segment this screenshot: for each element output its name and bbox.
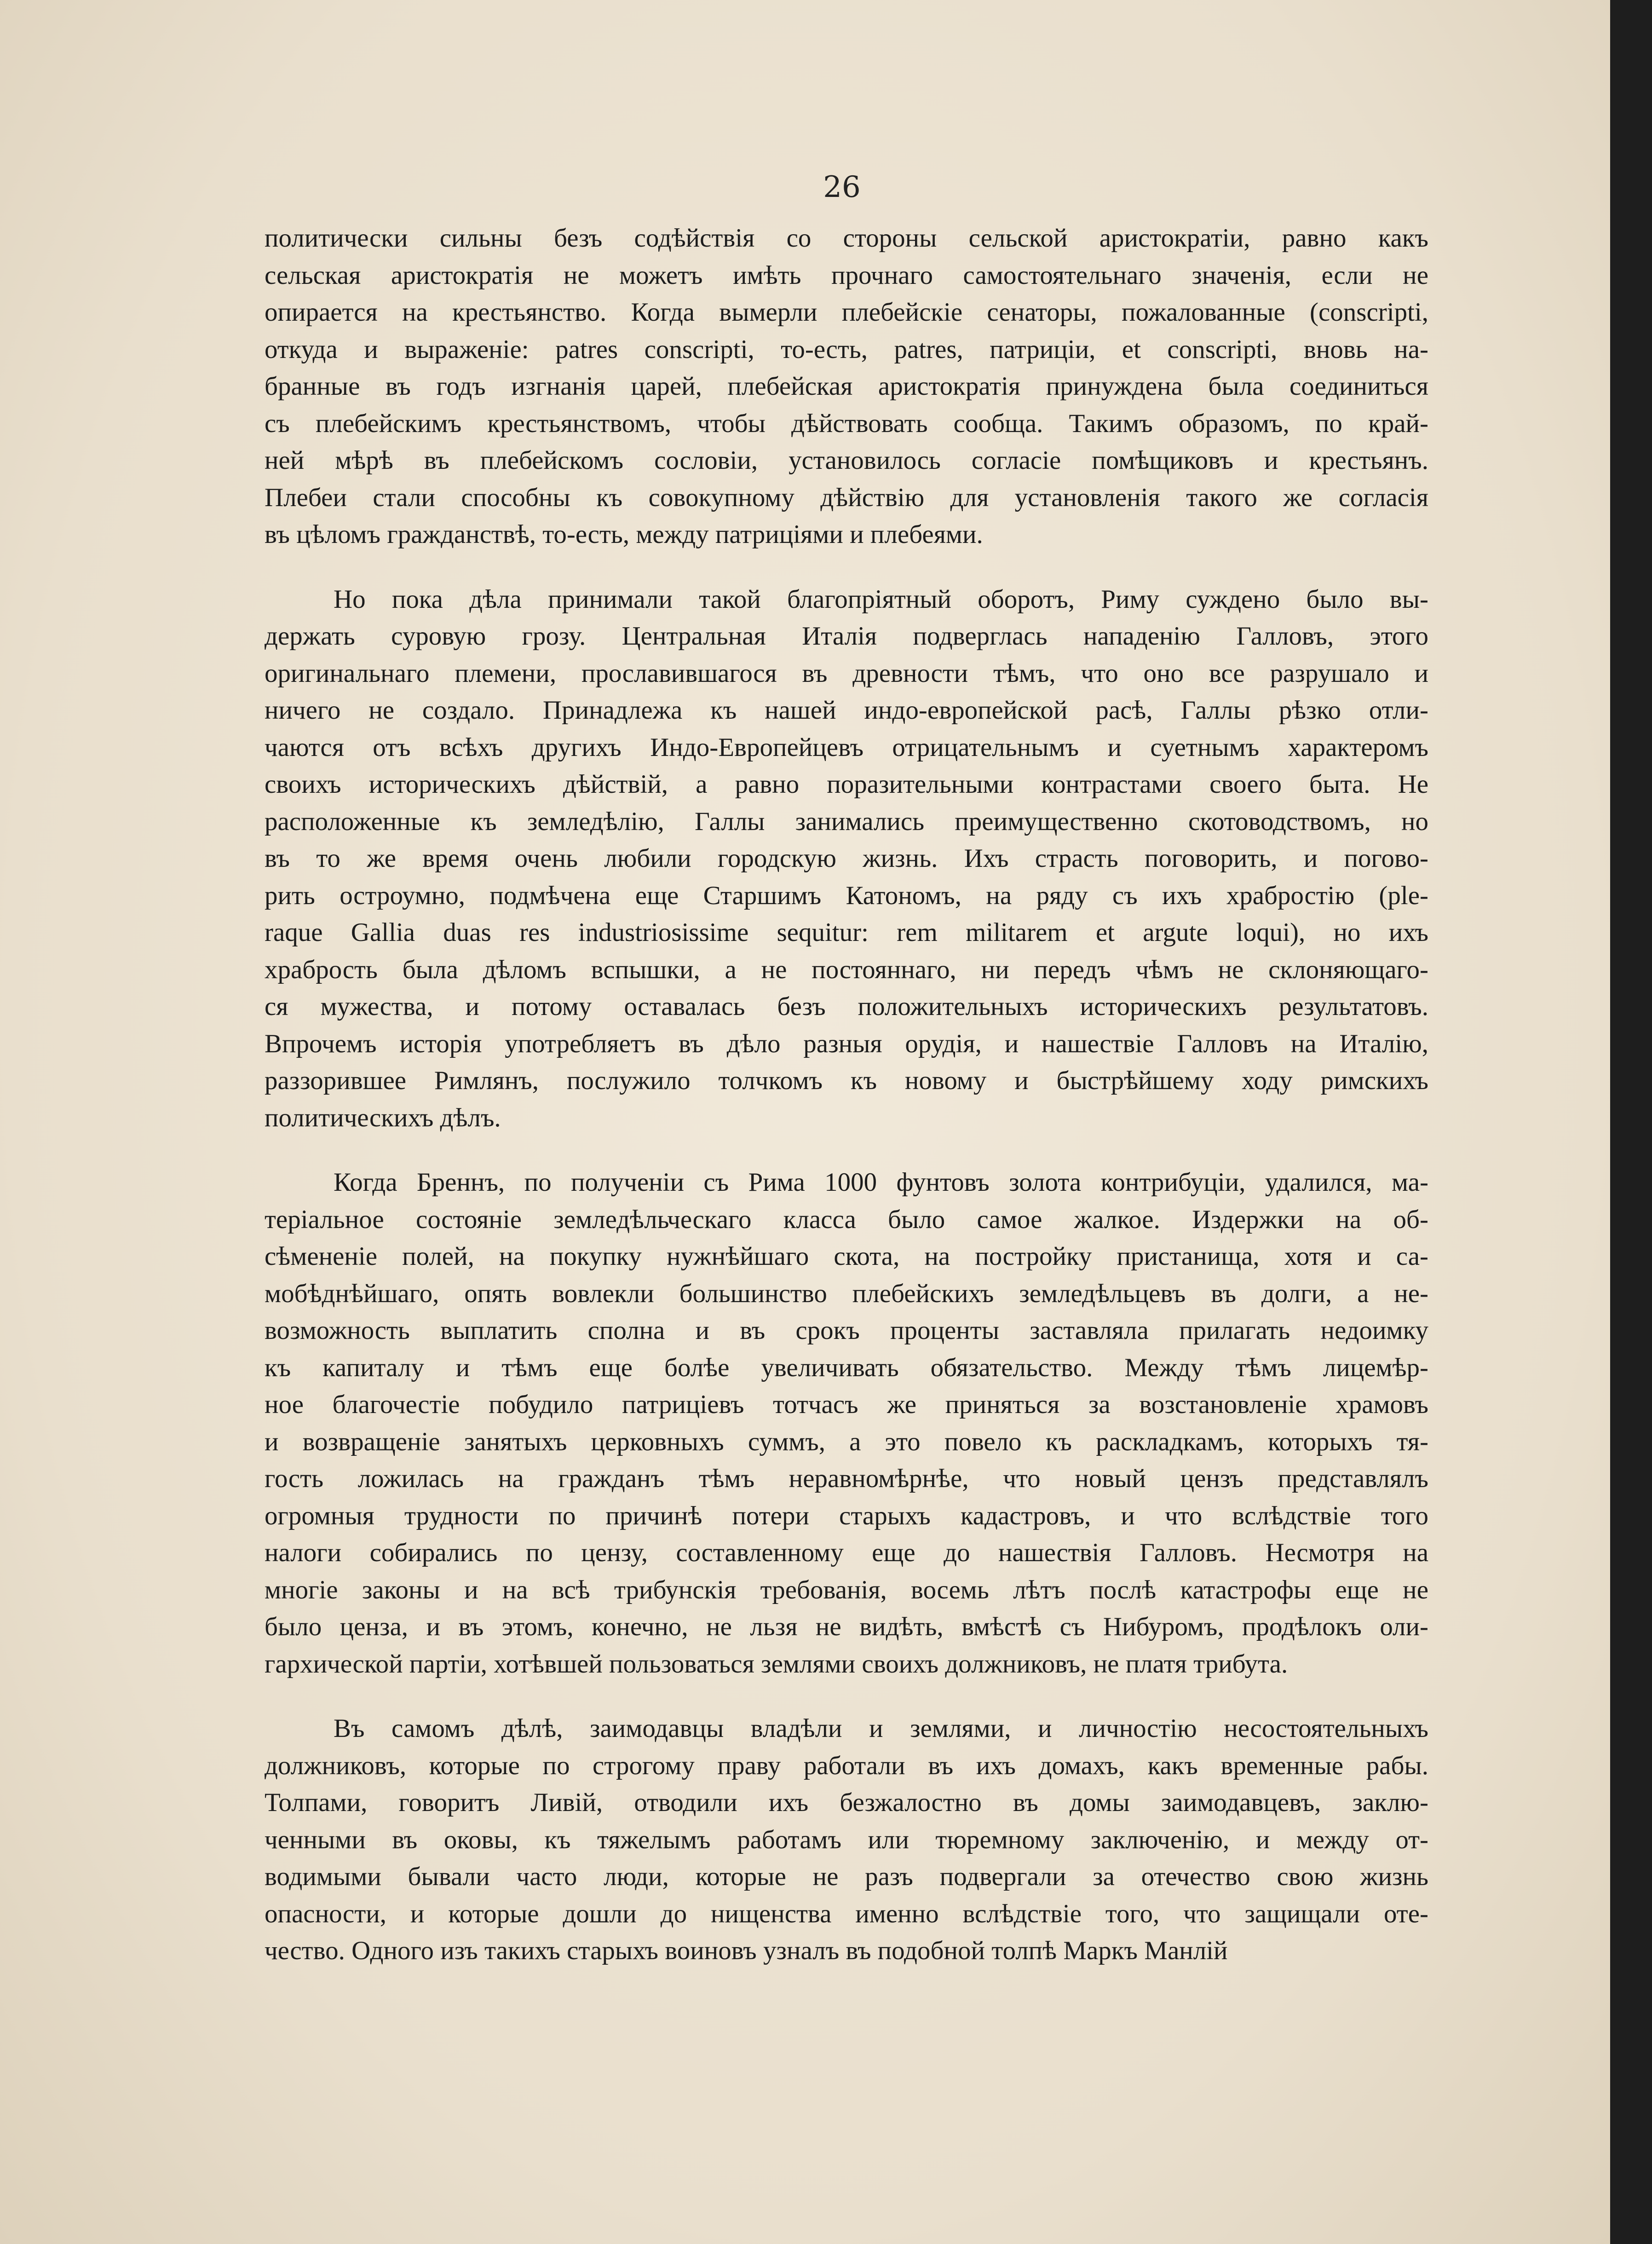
- text-line: оригинальнаго племени, прославившагося въ древности тѣмъ, что оно все разрушало и: [265, 658, 1428, 688]
- text-line: чаются отъ всѣхъ другихъ Индо-Европейцевъ отрицательнымъ и суетнымъ характеромъ: [265, 733, 1428, 762]
- text-line: водимыми бывали часто люди, которые не разъ подвергали за отечество свою жизнь: [265, 1862, 1428, 1891]
- text-line: опасности, и которые дошли до нищенства именно вслѣдствіе того, что защищали оте-: [265, 1899, 1428, 1928]
- text-line: ней мѣрѣ въ плебейскомъ сословіи, установилось согласіе помѣщиковъ и крестьянъ.: [265, 446, 1428, 475]
- text-line: Но пока дѣла принимали такой благопріятный оборотъ, Риму суждено было вы-: [334, 584, 1428, 614]
- text-line: мобѣднѣйшаго, опять вовлекли большинство плебейскихъ земледѣльцевъ въ долги, а не-: [265, 1279, 1428, 1308]
- text-line: политически сильны безъ содѣйствія со стороны сельской аристократіи, равно какъ: [265, 224, 1428, 253]
- page-number: 26: [823, 170, 861, 204]
- text-line: должниковъ, которые по строгому праву работали въ ихъ домахъ, какъ временные рабы.: [265, 1751, 1428, 1780]
- text-line: откуда и выраженіе: patres conscripti, то-есть, patres, патриціи, et conscripti, вновь на-: [265, 335, 1428, 364]
- text-line: raque Gallia duas res industriosissime sequitur: rem militarem et argute loqui), но ихъ: [265, 918, 1428, 947]
- text-line: Впрочемъ исторія употребляетъ въ дѣло разныя орудія, и нашествіе Галловъ на Италію,: [265, 1029, 1428, 1058]
- text-line: бранные въ годъ изгнанія царей, плебейская аристократія принуждена была соединиться: [265, 372, 1428, 401]
- text-line: съ плебейскимъ крестьянствомъ, чтобы дѣйствовать сообща. Такимъ образомъ, по край-: [265, 409, 1428, 438]
- paragraph: [265, 1710, 1428, 1970]
- text-line: къ капиталу и тѣмъ еще болѣе увеличивать обязательство. Между тѣмъ лицемѣр-: [265, 1353, 1428, 1382]
- text-line: храбрость была дѣломъ вспышки, а не постояннаго, ни передъ чѣмъ не склоняющаго-: [265, 955, 1428, 984]
- text-line: было ценза, и въ этомъ, конечно, не льзя не видѣть, вмѣстѣ съ Нибуромъ, продѣлокъ оли-: [265, 1612, 1428, 1641]
- text-line: Толпами, говоритъ Ливій, отводили ихъ безжалостно въ домы заимодавцевъ, заклю-: [265, 1788, 1428, 1817]
- scan-background: [1610, 0, 1652, 2244]
- text-line: теріальное состояніе земледѣльческаго класса было самое жалкое. Издержки на об-: [265, 1205, 1428, 1234]
- paragraph: [265, 1164, 1428, 1683]
- text-line: раззорившее Римлянъ, послужило толчкомъ къ новому и быстрѣйшему ходу римскихъ: [265, 1066, 1428, 1095]
- paragraph: [265, 220, 1428, 554]
- text-line: налоги собирались по цензу, составленному еще до нашествія Галловъ. Несмотря на: [265, 1538, 1428, 1567]
- text-line: расположенные къ земледѣлію, Галлы занимались преимущественно скотоводствомъ, но: [265, 807, 1428, 836]
- text-line: сѣмененіе полей, на покупку нужнѣйшаго скота, на постройку пристанища, хотя и са-: [265, 1242, 1428, 1271]
- text-line: ся мужества, и потому оставалась безъ положительныхъ историческихъ результатовъ.: [265, 992, 1428, 1021]
- text-line: ченными въ оковы, къ тяжелымъ работамъ или тюремному заключенію, и между от-: [265, 1825, 1428, 1854]
- text-line: Когда Бреннъ, по полученіи съ Рима 1000 фунтовъ золота контрибуціи, удалился, ма-: [334, 1168, 1428, 1197]
- paragraph: [265, 581, 1428, 1137]
- text-line: гость ложилась на гражданъ тѣмъ неравномѣрнѣе, что новый цензъ представлялъ: [265, 1464, 1428, 1493]
- body-text: [265, 220, 1428, 1970]
- text-line: въ цѣломъ гражданствѣ, то-есть, между патриціями и плебеями.: [265, 520, 983, 549]
- text-line: Плебеи стали способны къ совокупному дѣйствію для установленія такого же согласія: [265, 483, 1428, 512]
- text-line: и возвращеніе занятыхъ церковныхъ суммъ, а это повело къ раскладкамъ, которыхъ тя-: [265, 1427, 1428, 1456]
- text-line: ное благочестіе побудило патриціевъ тотчасъ же приняться за возстановленіе храмовъ: [265, 1390, 1428, 1419]
- text-line: ничего не создало. Принадлежа къ нашей индо-европейской расѣ, Галлы рѣзко отли-: [265, 696, 1428, 725]
- text-line: чество. Одного изъ такихъ старыхъ воиновъ узналъ въ подобной толпѣ Маркъ Манлій: [265, 1936, 1228, 1965]
- text-line: опирается на крестьянство. Когда вымерли плебейскіе сенаторы, пожалованные (conscripti,: [265, 298, 1428, 327]
- text-line: въ то же время очень любили городскую жизнь. Ихъ страсть поговорить, и погово-: [265, 844, 1428, 873]
- text-line: гархической партіи, хотѣвшей пользоваться землями своихъ должниковъ, не платя трибута.: [265, 1649, 1288, 1679]
- text-line: политическихъ дѣлъ.: [265, 1103, 501, 1132]
- text-line: сельская аристократія не можетъ имѣть прочнаго самостоятельнаго значенія, если не: [265, 260, 1428, 290]
- text-line: возможность выплатить сполна и въ срокъ проценты заставляла прилагать недоимку: [265, 1316, 1428, 1345]
- text-line: многіе законы и на всѣ трибунскія требованія, восемь лѣтъ послѣ катастрофы еще не: [265, 1575, 1428, 1604]
- text-line: огромныя трудности по причинѣ потери старыхъ кадастровъ, и что вслѣдствіе того: [265, 1501, 1428, 1530]
- text-line: рить остроумно, подмѣчена еще Старшимъ Катономъ, на ряду съ ихъ храбростію (ple-: [265, 881, 1428, 910]
- text-line: своихъ историческихъ дѣйствій, а равно поразительными контрастами своего быта. Не: [265, 770, 1428, 799]
- text-line: Въ самомъ дѣлѣ, заимодавцы владѣли и землями, и личностію несостоятельныхъ: [334, 1714, 1428, 1743]
- text-line: держать суровую грозу. Центральная Италія подверглась нападенію Галловъ, этого: [265, 622, 1428, 651]
